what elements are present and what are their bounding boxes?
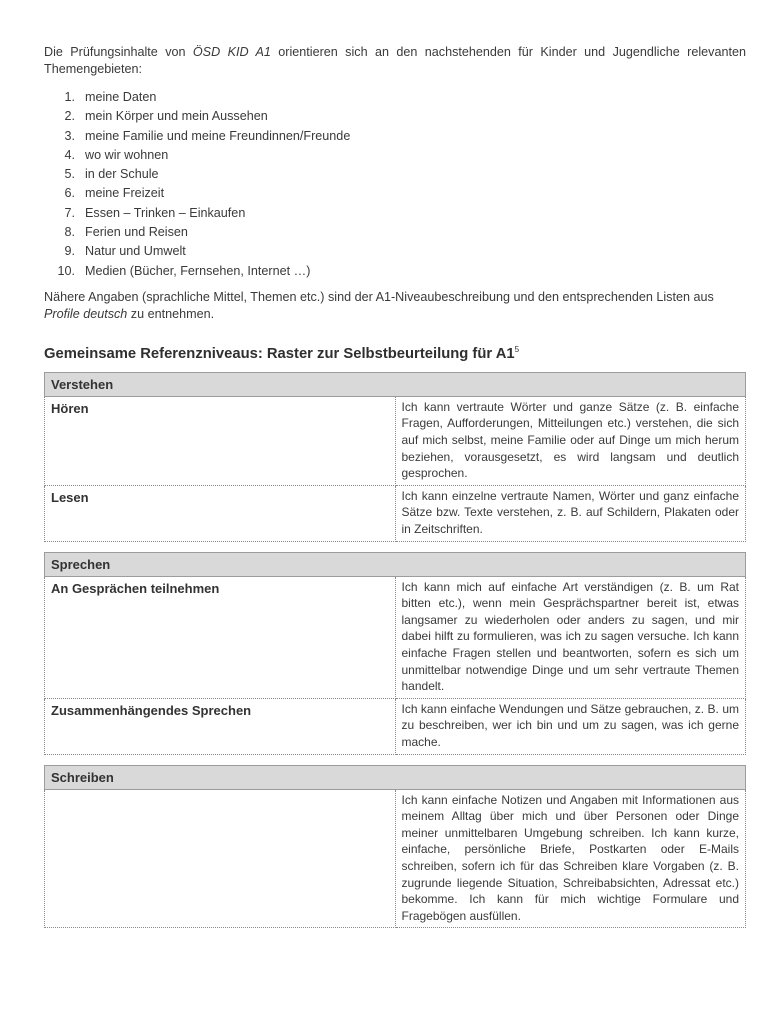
list-text: meine Familie und meine Freundinnen/Freunde bbox=[85, 128, 351, 143]
list-text: wo wir wohnen bbox=[85, 147, 169, 162]
skill-label: Hören bbox=[45, 396, 396, 485]
table-header-row bbox=[45, 552, 746, 576]
exam-name: ÖSD KID A1 bbox=[192, 45, 271, 59]
table-heading: Sprechen bbox=[45, 552, 746, 576]
table-row bbox=[45, 789, 746, 928]
list-number: 8. bbox=[64, 225, 75, 240]
table-verstehen bbox=[44, 372, 746, 542]
skill-description: Ich kann einfache Wendungen und Sätze gebrauchen, z. B. um zu beschreiben, wer ich bin und um zu sagen, was ich gerne mache. bbox=[395, 698, 746, 754]
list-text: Ferien und Reisen bbox=[85, 225, 188, 240]
skill-label: An Gesprächen teilnehmen bbox=[45, 576, 396, 698]
skill-label: Lesen bbox=[45, 485, 396, 541]
list-text: meine Freizeit bbox=[85, 186, 165, 201]
table-row bbox=[45, 396, 746, 485]
list-text: meine Daten bbox=[85, 90, 157, 104]
table-heading: Schreiben bbox=[45, 765, 746, 789]
list-item bbox=[44, 262, 746, 281]
skill-description: Ich kann einzelne vertraute Namen, Wörter und ganz einfache Sätze bzw. Texte verstehen, z. B. auf Schildern, Plakaten oder in Zeitschriften. bbox=[395, 485, 746, 541]
intro-paragraph bbox=[44, 44, 746, 78]
list-number: 6. bbox=[64, 186, 75, 201]
table-header-row bbox=[45, 372, 746, 396]
list-item bbox=[44, 88, 746, 107]
list-text: Natur und Umwelt bbox=[85, 244, 186, 259]
list-item bbox=[44, 184, 746, 203]
note-text-after: zu entnehmen. bbox=[127, 306, 215, 321]
intro-text-before: Die Prüfungsinhalte von bbox=[44, 45, 193, 59]
list-number: 4. bbox=[64, 147, 75, 162]
note-paragraph bbox=[44, 289, 746, 323]
footnote-marker: 5 bbox=[514, 344, 520, 354]
section-heading bbox=[44, 341, 746, 363]
list-number: 5. bbox=[64, 167, 75, 182]
note-emphasis: Profile deutsch bbox=[44, 306, 128, 321]
table-schreiben bbox=[44, 765, 746, 929]
document-page bbox=[44, 44, 746, 938]
list-text: Medien (Bücher, Fernsehen, Internet …) bbox=[85, 263, 311, 278]
topic-list bbox=[44, 88, 746, 281]
skill-description: Ich kann mich auf einfache Art verständigen (z. B. um Rat bitten etc.), wenn mein Gesprächspartner bereit ist, etwas langsamer zu wiederholen oder anders zu sagen, und mir dabei hilft zu formulieren, was ich zu sagen versuche. Ich kann einfache Fragen stellen und beantworten, sofern es sich um unmittelbar notwendige Dinge und um sehr vertraute Themen handelt. bbox=[395, 576, 746, 698]
skill-label: Zusammenhängendes Sprechen bbox=[45, 698, 396, 754]
list-number: 7. bbox=[64, 205, 75, 220]
list-number: 1. bbox=[64, 90, 75, 104]
table-row bbox=[45, 485, 746, 541]
list-number: 2. bbox=[64, 109, 75, 124]
list-item bbox=[44, 223, 746, 242]
table-header-row bbox=[45, 765, 746, 789]
skill-description: Ich kann einfache Notizen und Angaben mit Informationen aus meinem Alltag über mich und über Personen oder Dinge meiner unmittelbaren Umgebung schreiben. Ich kann kurze, einfache, persönliche Briefe, Postkarten oder E-Mails schreiben, sofern ich für das Schreiben klare Vorgaben (z. B. zugrunde liegende Situation, Schreibabsichten, Adressat etc.) bekomme. Ich kann für mich wichtige Formulare und Fragebögen ausfüllen. bbox=[395, 789, 746, 928]
table-row bbox=[45, 698, 746, 754]
list-text: Essen – Trinken – Einkaufen bbox=[85, 205, 246, 220]
intro-text-after: orientieren sich an den nachstehenden für Kinder und Jugendliche relevanten Themengebieten: bbox=[44, 45, 746, 76]
list-number: 3. bbox=[64, 128, 75, 143]
list-item bbox=[44, 165, 746, 184]
note-text-before: Nähere Angaben (sprachliche Mittel, Themen etc.) sind der A1-Niveaubeschreibung und den entsprechenden Listen aus bbox=[44, 289, 714, 304]
list-number: 10. bbox=[57, 263, 75, 278]
list-item bbox=[44, 146, 746, 165]
list-text: in der Schule bbox=[85, 167, 159, 182]
list-item bbox=[44, 107, 746, 126]
list-text: mein Körper und mein Aussehen bbox=[85, 109, 268, 124]
section-title: Gemeinsame Referenzniveaus: Raster zur Selbstbeurteilung für A1 bbox=[44, 345, 515, 362]
list-item bbox=[44, 242, 746, 261]
list-item bbox=[44, 204, 746, 223]
skill-label bbox=[45, 789, 396, 928]
table-row bbox=[45, 576, 746, 698]
table-heading: Verstehen bbox=[45, 372, 746, 396]
skill-description: Ich kann vertraute Wörter und ganze Sätze (z. B. einfache Fragen, Aufforderungen, Mitteilungen etc.) verstehen, die sich auf mich selbst, meine Familie oder auf Dinge um mich herum beziehen, vorausgesetzt, es wird langsam und deutlich gesprochen. bbox=[395, 396, 746, 485]
list-item bbox=[44, 127, 746, 146]
table-sprechen bbox=[44, 552, 746, 755]
list-number: 9. bbox=[64, 244, 75, 259]
